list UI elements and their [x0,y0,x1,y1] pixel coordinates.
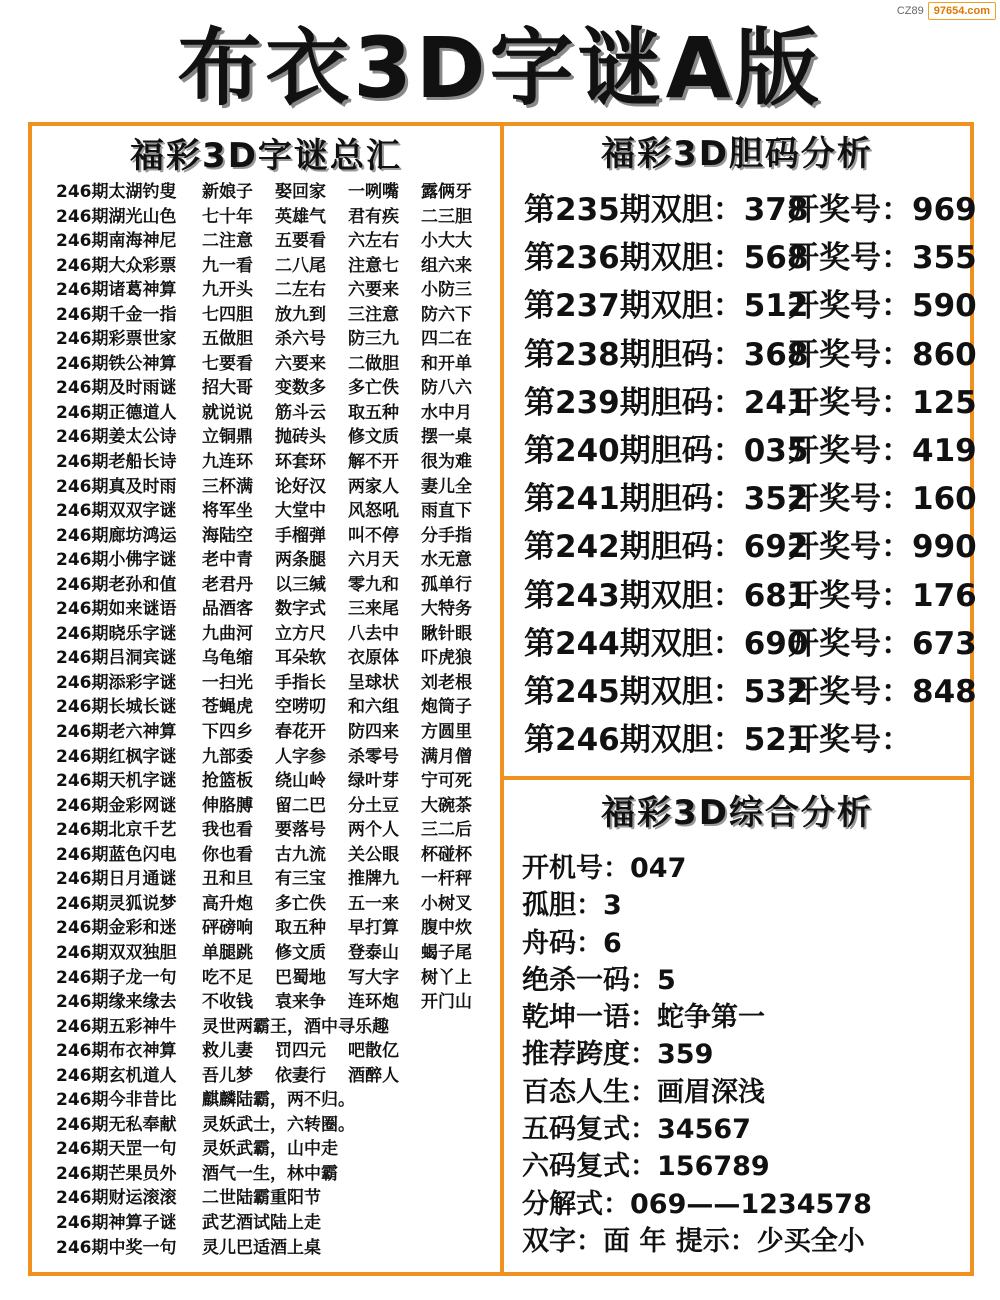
riddle-phrase: 多亡佚 [348,378,399,399]
riddle-phrase: 七十年 [202,206,253,227]
riddle-phrase: 风怒吼 [348,501,399,522]
riddle-phrase: 吓虎狼 [421,648,472,669]
riddle-phrase: 和开单 [421,353,472,374]
riddle-phrase: 大碗茶 [421,795,472,816]
riddle-source: 246期子龙一句 [56,967,177,988]
dan-row [524,716,964,764]
watermark-prefix: CZ89 [896,5,924,17]
riddle-row [56,671,496,696]
riddle-phrase: 单腿跳 [202,942,253,963]
riddle-row [56,205,496,230]
riddle-phrase: 九部委 [202,746,253,767]
riddle-phrase: 耳朵软 [275,648,326,669]
riddle-phrase: 将军坐 [202,501,253,522]
dan-row [524,234,977,282]
riddle-phrase: 三杯满 [202,476,253,497]
riddle-phrase: 吧散亿 [348,1041,399,1062]
riddle-phrase: 瞅针眼 [421,623,472,644]
riddle-phrase: 九一看 [202,255,253,276]
riddle-source: 246期北京千艺 [56,820,177,841]
riddle-phrase: 杀零号 [348,746,399,767]
riddle-phrase: 灵世两霸王，酒中寻乐趣 [202,1016,389,1037]
riddle-phrase: 酒气一生，林中霸 [202,1163,338,1184]
dan-prediction: 第245期双胆：532 [524,673,809,710]
riddle-source: 246期老船长诗 [56,452,177,473]
analysis-line: 百态人生：画眉深浅 [522,1076,765,1108]
riddle-source: 246期玄机道人 [56,1065,177,1086]
dan-row [524,668,977,716]
riddle-row [56,352,496,377]
riddle-row [56,597,496,622]
riddle-phrase: 蝎子尾 [421,942,472,963]
riddle-phrase: 六左右 [348,231,399,252]
riddle-source: 246期布衣神算 [56,1041,177,1062]
analysis-line: 乾坤一语：蛇争第一 [522,1002,765,1034]
riddle-row [56,475,496,500]
riddle-phrase: 五一来 [348,893,399,914]
riddle-source: 246期真及时雨 [56,476,177,497]
riddle-phrase: 呈球状 [348,672,399,693]
riddle-phrase: 丑和旦 [202,869,253,890]
riddle-phrase: 一杆秤 [421,869,472,890]
riddle-row [56,376,496,401]
riddle-source: 246期彩票世家 [56,329,177,350]
analysis-panel-title: 福彩3D综合分析 [601,793,873,833]
riddle-phrase: 海陆空 [202,525,253,546]
riddle-row [56,769,496,794]
riddle-phrase: 苍蝇虎 [202,697,253,718]
analysis-line: 舟码：6 [522,927,622,959]
riddle-phrase: 娶回家 [275,182,326,202]
riddle-phrase: 很为难 [421,452,472,473]
riddle-phrase: 水中月 [421,402,472,423]
riddle-phrase: 二注意 [202,231,253,252]
riddle-source: 246期如来谜语 [56,599,177,620]
riddle-row [56,303,496,328]
riddle-phrase: 摆一桌 [421,427,472,448]
riddle-phrase: 杯碰杯 [421,844,472,865]
riddle-phrase: 树丫上 [421,967,472,988]
riddle-phrase: 老君丹 [202,574,253,595]
riddle-phrase: 孤单行 [421,574,472,595]
riddle-phrase: 防四来 [348,722,399,743]
riddle-phrase: 灵妖武士，六转圈。 [202,1114,355,1135]
analysis-line: 开机号：047 [522,853,687,884]
riddle-phrase: 酒醉人 [348,1065,399,1086]
riddle-phrase: 小树叉 [421,893,472,914]
riddle-phrase: 组六来 [421,255,472,276]
riddle-phrase: 六月天 [348,550,399,571]
riddle-phrase: 开门山 [421,992,472,1013]
riddle-phrase: 灵儿巴适酒上桌 [202,1237,321,1258]
riddle-source: 246期及时雨谜 [56,378,177,399]
analysis-line: 双字：面 年 提示：少买全小 [522,1225,865,1257]
riddle-phrase: 春花开 [275,722,326,743]
riddle-phrase: 绿叶芽 [348,771,399,792]
dan-prediction: 第241期胆码：352 [524,481,809,518]
riddle-phrase: 不收钱 [202,992,253,1013]
dan-draw-result: 开奖号： [788,722,912,759]
riddle-row [56,1211,496,1236]
riddle-source: 246期天罡一句 [56,1139,177,1160]
dan-prediction: 第242期胆码：692 [524,529,809,566]
riddle-row [56,278,496,303]
riddle-phrase: 解不开 [348,452,399,473]
riddle-phrase: 人字参 [275,746,326,767]
riddle-phrase: 数字式 [275,599,326,620]
riddle-row [56,524,496,549]
riddle-row [56,450,496,475]
riddle-row [56,720,496,745]
riddle-phrase: 两家人 [348,476,399,497]
riddle-phrase: 手指长 [275,672,326,693]
riddle-row [56,1162,496,1187]
dan-prediction: 第240期胆码：035 [524,432,809,469]
riddle-source: 246期老孙和值 [56,574,177,595]
riddle-phrase: 武艺酒试陆上走 [202,1212,321,1233]
riddle-source: 246期小佛字谜 [56,550,177,571]
riddle-phrase: 防三九 [348,329,399,350]
riddle-row [56,573,496,598]
analysis-line: 绝杀一码：5 [522,964,676,996]
riddle-phrase: 抛砖头 [275,427,326,448]
dan-panel [504,126,977,780]
riddle-phrase: 三注意 [348,304,399,325]
riddle-phrase: 大堂中 [275,501,326,522]
riddle-row [56,1113,496,1138]
dan-row [524,523,977,571]
riddle-phrase: 罚四元 [275,1041,326,1062]
riddle-phrase: 两个人 [348,820,399,841]
riddle-phrase: 君有疾 [348,206,399,227]
riddle-phrase: 我也看 [202,820,253,841]
riddle-phrase: 二左右 [275,280,326,301]
riddle-phrase: 小大大 [421,231,472,252]
riddle-phrase: 麒麟陆霸，两不归。 [202,1090,355,1111]
riddle-source: 246期无私奉献 [56,1114,177,1135]
riddle-phrase: 水无意 [421,550,472,571]
riddle-phrase: 零九和 [348,574,399,595]
riddle-phrase: 英雄气 [275,206,326,227]
riddle-phrase: 一咧嘴 [348,182,399,202]
riddle-row [56,1015,496,1040]
dan-prediction: 第239期胆码：241 [524,384,809,421]
riddle-phrase: 老中青 [202,550,253,571]
dan-prediction: 第238期胆码：368 [524,336,809,373]
dan-draw-result: 开奖号：990 [788,529,977,566]
riddle-phrase: 三来尾 [348,599,399,620]
dan-draw-result: 开奖号：176 [788,577,977,614]
riddle-phrase: 妻儿全 [421,476,472,497]
riddle-phrase: 小防三 [421,280,472,301]
riddle-source: 246期诸葛神算 [56,280,177,301]
riddle-phrase: 登泰山 [348,942,399,963]
riddle-phrase: 环套环 [275,452,326,473]
analysis-line: 孤胆：3 [522,890,622,922]
riddle-phrase: 空唠叨 [275,697,326,718]
riddle-phrase: 分土豆 [348,795,399,816]
riddle-source: 246期缘来缘去 [56,992,177,1013]
riddle-source: 246期天机字谜 [56,771,177,792]
riddle-phrase: 刘老根 [421,672,472,693]
dan-prediction: 第243期双胆：681 [524,577,809,614]
riddle-phrase: 袁来争 [275,992,326,1013]
riddle-row [56,622,496,647]
riddle-row [56,254,496,279]
page-title: 布衣3D字谜A版 [177,19,823,117]
riddle-source: 246期长城长谜 [56,697,177,718]
riddle-phrase: 和六组 [348,697,399,718]
riddle-phrase: 炮筒子 [421,697,472,718]
riddle-panel-title: 福彩3D字谜总汇 [130,136,402,176]
dan-draw-result: 开奖号：419 [788,432,977,469]
riddle-phrase: 二做胆 [348,353,399,374]
dan-draw-result: 开奖号：848 [788,673,977,710]
dan-row [524,186,977,234]
analysis-line: 五码复式：34567 [522,1114,751,1146]
riddle-phrase: 五做胆 [202,329,253,350]
analysis-panel [504,780,970,1272]
riddle-phrase: 衣原体 [348,648,399,669]
dan-draw-result: 开奖号：860 [788,336,977,373]
riddle-row [56,941,496,966]
riddle-row [56,229,496,254]
riddle-phrase: 论好汉 [275,476,326,497]
riddle-phrase: 杀六号 [275,329,326,350]
riddle-row [56,867,496,892]
riddle-phrase: 早打算 [348,918,399,939]
riddle-phrase: 七四胆 [202,304,253,325]
riddle-phrase: 露俩牙 [421,182,472,202]
riddle-row [56,180,496,205]
dan-draw-result: 开奖号：355 [788,240,977,277]
riddle-row [56,892,496,917]
riddle-phrase: 取五种 [348,402,399,423]
riddle-phrase: 二世陆霸重阳节 [202,1188,321,1209]
riddle-row [56,425,496,450]
dan-prediction: 第237期双胆：512 [524,288,809,325]
dan-prediction: 第246期双胆：521 [524,722,809,759]
dan-draw-result: 开奖号：969 [788,192,977,228]
analysis-line: 分解式：069——1234578 [522,1188,872,1220]
riddle-phrase: 雨直下 [421,501,472,522]
analysis-line: 推荐跨度：359 [522,1039,714,1071]
riddle-source: 246期老六神算 [56,722,177,743]
riddle-phrase: 就说说 [202,402,253,423]
riddle-phrase: 六要来 [348,280,399,301]
riddle-source: 246期金彩网谜 [56,795,177,816]
riddle-source: 246期金彩和迷 [56,918,177,939]
riddle-phrase: 方圆里 [421,722,472,743]
riddle-phrase: 叫不停 [348,525,399,546]
riddle-row [56,794,496,819]
riddle-phrase: 七要看 [202,353,253,374]
riddle-phrase: 放九到 [275,304,326,325]
riddle-source: 246期千金一指 [56,304,177,325]
dan-draw-result: 开奖号：125 [788,384,977,421]
analysis-list [522,850,967,1260]
riddle-phrase: 立铜鼎 [202,427,253,448]
riddle-phrase: 巴蜀地 [275,967,326,988]
dan-row [524,282,977,330]
riddle-source: 246期双双独胆 [56,942,177,963]
riddle-source: 246期晓乐字谜 [56,623,177,644]
dan-row [524,379,977,427]
riddle-phrase: 满月僧 [421,746,472,767]
riddle-phrase: 修文质 [275,942,326,963]
riddle-row [56,646,496,671]
riddle-row [56,1186,496,1211]
riddle-phrase: 救儿妻 [202,1041,253,1062]
riddle-source: 246期湖光山色 [56,206,177,227]
riddle-phrase: 高升炮 [202,893,253,914]
riddle-source: 246期芒果员外 [56,1163,177,1184]
riddle-phrase: 留二巴 [275,795,326,816]
riddle-phrase: 伸胳膊 [202,795,253,816]
riddle-source: 246期五彩神牛 [56,1016,177,1037]
riddle-phrase: 下四乡 [202,722,253,743]
dan-prediction: 第236期双胆：568 [524,240,809,277]
dan-draw-result: 开奖号：673 [788,625,977,662]
dan-draw-result: 开奖号：160 [788,481,977,518]
dan-list [524,186,977,764]
riddle-phrase: 招大哥 [202,378,253,399]
riddle-phrase: 五要看 [275,231,326,252]
riddle-phrase: 六要来 [275,353,326,374]
riddle-row [56,1039,496,1064]
riddle-phrase: 砰磅响 [202,918,253,939]
riddle-source: 246期今非昔比 [56,1090,177,1111]
riddle-phrase: 八去中 [348,623,399,644]
riddle-source: 246期蓝色闪电 [56,844,177,865]
riddle-phrase: 绕山岭 [275,771,326,792]
riddle-phrase: 有三宝 [275,869,326,890]
riddle-panel [32,126,504,1272]
riddle-phrase: 吃不足 [202,967,253,988]
riddle-phrase: 写大字 [348,967,399,988]
riddle-source: 246期铁公神算 [56,353,177,374]
dan-row [524,475,977,523]
dan-row [524,572,977,620]
riddle-phrase: 立方尺 [275,623,326,644]
riddle-row [56,548,496,573]
riddle-phrase: 两条腿 [275,550,326,571]
riddle-phrase: 宁可死 [421,771,472,792]
riddle-row [56,990,496,1015]
riddle-phrase: 四二在 [421,329,472,350]
dan-row [524,331,977,379]
riddle-phrase: 抢篮板 [202,771,253,792]
riddle-phrase: 新娘子 [202,182,253,202]
riddle-row [56,327,496,352]
riddle-phrase: 筋斗云 [275,402,326,423]
riddle-phrase: 分手指 [421,525,472,546]
riddle-phrase: 二三胆 [421,206,472,227]
riddle-phrase: 要落号 [275,820,326,841]
riddle-phrase: 吾儿梦 [202,1065,253,1086]
riddle-phrase: 防六下 [421,304,472,325]
riddle-source: 246期姜太公诗 [56,427,177,448]
riddle-source: 246期红枫字谜 [56,746,177,767]
riddle-phrase: 以三缄 [275,574,326,595]
dan-prediction: 第235期双胆：378 [524,192,809,228]
dan-prediction: 第244期双胆：690 [524,625,809,662]
riddle-source: 246期太湖钓叟 [56,182,177,202]
riddle-phrase: 推牌九 [348,869,399,890]
riddle-phrase: 二八尾 [275,255,326,276]
riddle-phrase: 变数多 [275,378,326,399]
riddle-phrase: 取五种 [275,918,326,939]
riddle-phrase: 连环炮 [348,992,399,1013]
content-frame [28,122,977,1276]
riddle-row [56,818,496,843]
riddle-phrase: 古九流 [275,844,326,865]
riddle-source: 246期财运滚滚 [56,1188,177,1209]
riddle-phrase: 修文质 [348,427,399,448]
riddle-phrase: 九曲河 [202,623,253,644]
riddle-phrase: 注意七 [348,255,399,276]
riddle-source: 246期双双字谜 [56,501,177,522]
riddle-row [56,1137,496,1162]
riddle-phrase: 依妻行 [275,1065,326,1086]
riddle-row [56,1236,496,1261]
riddle-phrase: 乌龟缩 [202,648,253,669]
riddle-phrase: 大特务 [421,599,472,620]
riddle-source: 246期吕洞宾谜 [56,648,177,669]
riddle-source: 246期大众彩票 [56,255,177,276]
riddle-phrase: 灵妖武霸，山中走 [202,1139,338,1160]
riddle-phrase: 防八六 [421,378,472,399]
riddle-row [56,1064,496,1089]
riddle-source: 246期廊坊鸿运 [56,525,177,546]
riddle-row [56,695,496,720]
riddle-row [56,916,496,941]
riddle-phrase: 九开头 [202,280,253,301]
riddle-phrase: 三二后 [421,820,472,841]
riddle-source: 246期日月通谜 [56,869,177,890]
riddle-row [56,499,496,524]
riddle-phrase: 关公眼 [348,844,399,865]
riddle-phrase: 一扫光 [202,672,253,693]
riddle-list [56,180,496,1260]
riddle-phrase: 你也看 [202,844,253,865]
dan-row [524,620,977,668]
riddle-row [56,966,496,991]
dan-row [524,427,977,475]
riddle-phrase: 多亡佚 [275,893,326,914]
analysis-line: 六码复式：156789 [522,1151,770,1183]
dan-panel-title: 福彩3D胆码分析 [601,134,873,174]
riddle-source: 246期添彩字谜 [56,672,177,693]
riddle-phrase: 手榴弹 [275,525,326,546]
riddle-source: 246期灵狐说梦 [56,893,177,914]
riddle-row [56,401,496,426]
riddle-row [56,843,496,868]
riddle-source: 246期正德道人 [56,402,177,423]
riddle-phrase: 九连环 [202,452,253,473]
riddle-phrase: 品酒客 [202,599,253,620]
riddle-source: 246期神算子谜 [56,1212,177,1233]
dan-draw-result: 开奖号：590 [788,288,977,325]
riddle-source: 246期南海神尼 [56,231,177,252]
riddle-row [56,745,496,770]
riddle-row [56,1088,496,1113]
riddle-phrase: 腹中炊 [421,918,472,939]
watermark-site: 97654.com [928,2,996,20]
riddle-source: 246期中奖一句 [56,1237,177,1258]
